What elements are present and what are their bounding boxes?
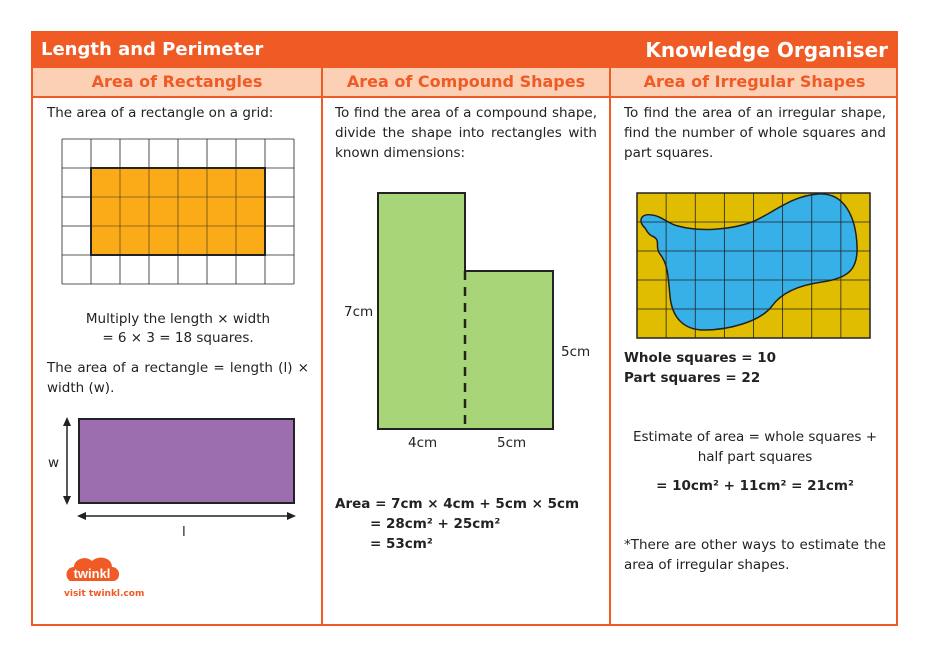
label-5cm-bottom: 5cm	[497, 435, 527, 451]
part-squares: Part squares = 22	[624, 370, 761, 386]
label-w: w	[48, 455, 60, 471]
label-7cm: 7cm	[344, 304, 374, 320]
compound-intro: To find the area of a compound shape, divide the shape into rectangles with known dimensions:	[335, 105, 597, 161]
area-line-1: Area = 7cm × 4cm + 5cm × 5cm	[335, 496, 580, 512]
label-l: l	[182, 524, 186, 540]
multiply-line-2: = 6 × 3 = 18 squares.	[102, 330, 254, 346]
label-5cm-side: 5cm	[561, 344, 591, 360]
irregular-intro: To find the area of an irregular shape, find the number of whole squares and part squares.	[624, 105, 886, 161]
area-line-3: = 53cm²	[370, 536, 433, 552]
irregular-note: *There are other ways to estimate the area of irregular shapes.	[624, 537, 886, 573]
area-line-2: = 28cm² + 25cm²	[370, 516, 501, 532]
page-subtitle: Knowledge Organiser	[645, 38, 888, 62]
estimate-line-2: half part squares	[697, 449, 813, 465]
twinkl-url[interactable]: visit twinkl.com	[64, 589, 145, 599]
twinkl-logo-text: twinkl	[73, 566, 111, 581]
estimate-result: = 10cm² + 11cm² = 21cm²	[656, 478, 854, 494]
rectangles-intro: The area of a rectangle on a grid:	[47, 105, 274, 121]
heading-area-of-compound-shapes: Area of Compound Shapes	[346, 72, 586, 91]
whole-squares: Whole squares = 10	[624, 350, 777, 366]
page-title: Length and Perimeter	[41, 39, 264, 60]
heading-area-of-irregular-shapes: Area of Irregular Shapes	[643, 72, 866, 91]
rectangle-formula: The area of a rectangle = length (l) × width (w).	[47, 360, 309, 396]
multiply-line-1: Multiply the length × width	[85, 311, 271, 327]
heading-area-of-rectangles: Area of Rectangles	[91, 72, 263, 91]
label-4cm: 4cm	[408, 435, 438, 451]
estimate-line-1: Estimate of area = whole squares +	[632, 429, 878, 445]
